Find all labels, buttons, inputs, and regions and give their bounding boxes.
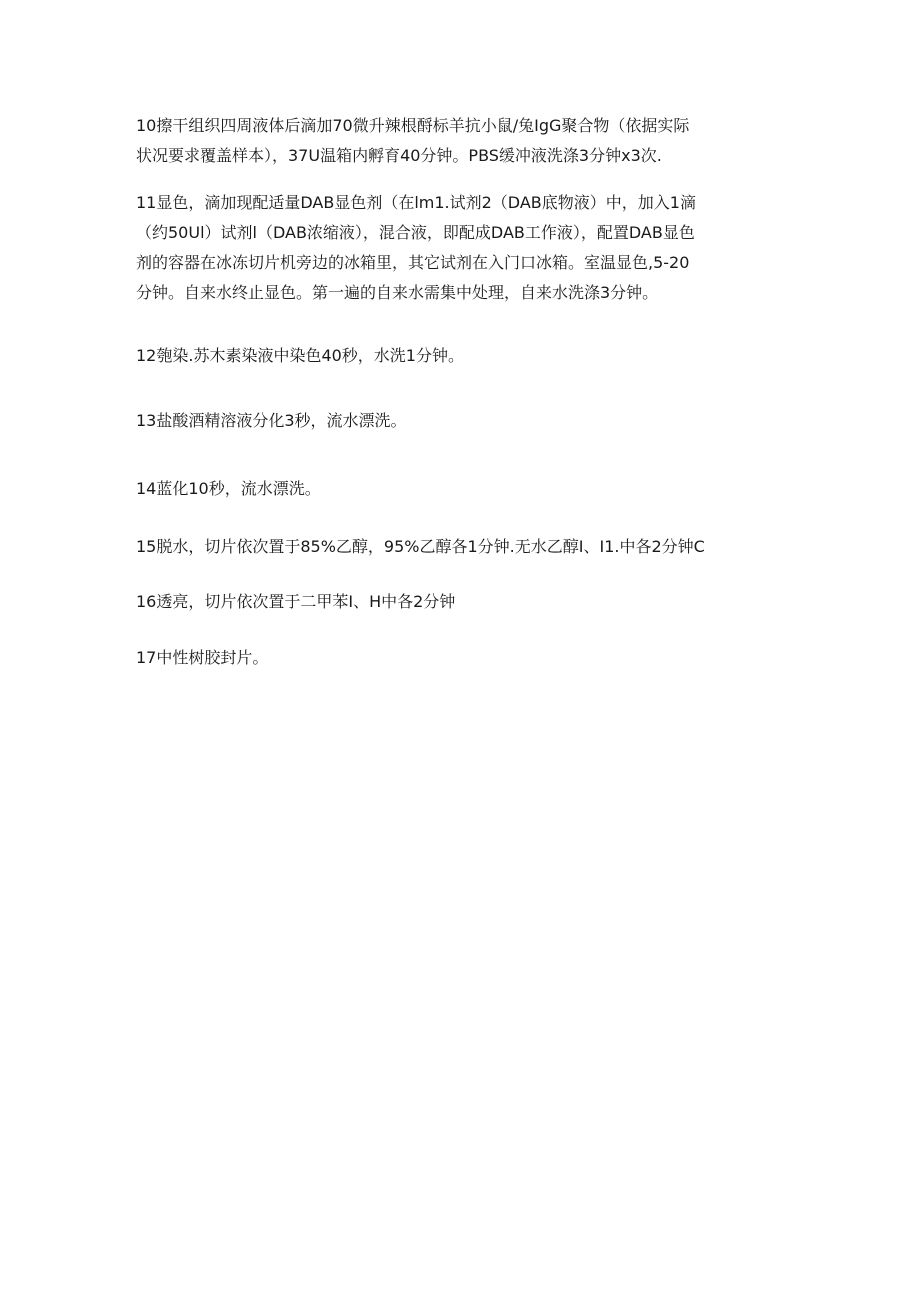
step-13-paragraph	[136, 406, 776, 436]
step-10-paragraph	[136, 111, 776, 171]
text-line: 14蓝化10秒，流水漂洗。	[136, 479, 321, 498]
text-line: 15脱水，切片依次置于85%乙醇，95%乙醇各1分钟.无水乙醇I、I1.中各2分钟C	[136, 537, 705, 556]
text-line: 状况要求覆盖样本），37U温箱内孵育40分钟。PBS缓冲液洗涤3分钟x3次.	[136, 146, 662, 165]
text-line: 剂的容器在冰冻切片机旁边的冰箱里，其它试剂在入门口冰箱。室温显色,5-20	[136, 253, 690, 272]
step-16-paragraph	[136, 587, 776, 617]
step-11-paragraph	[136, 188, 776, 308]
text-line: 11显色，滴加现配适量DAB显色剂（在lm1.试剂2（DAB底物液）中，加入1滴	[136, 193, 696, 212]
text-line: 13盐酸酒精溶液分化3秒，流水漂洗。	[136, 411, 407, 430]
step-14-paragraph	[136, 474, 776, 504]
text-line: 12匏染.苏木素染液中染色40秒，水洗1分钟。	[136, 346, 464, 365]
text-line: （约50Ul）试剂l（DAB浓缩液），混合液，即配成DAB工作液），配置DAB显色	[136, 223, 695, 242]
text-line: 17中性树胶封片。	[136, 648, 269, 667]
step-15-paragraph	[136, 532, 776, 562]
text-line: 10擦干组织四周液体后滴加70微升辣根酹标羊抗小鼠/兔IgG聚合物（依据实际	[136, 116, 690, 135]
step-17-paragraph	[136, 643, 776, 673]
text-line: 16透亮，切片依次置于二甲苯I、H中各2分钟	[136, 592, 456, 611]
step-12-paragraph	[136, 341, 776, 371]
text-line: 分钟。自来水终止显色。第一遍的自来水需集中处理，自来水洗涤3分钟。	[136, 283, 659, 302]
